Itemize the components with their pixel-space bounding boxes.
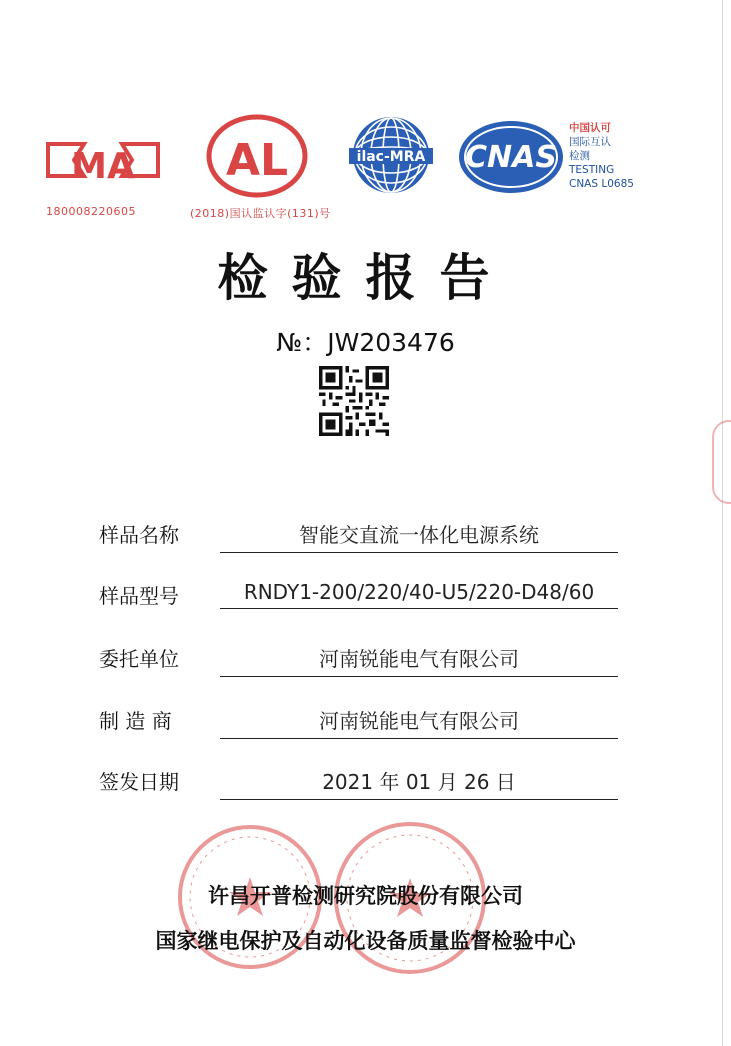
field-label-client: 委托单位 xyxy=(99,647,179,671)
cma-logo-text: MA xyxy=(71,146,135,187)
ilac-mra-logo xyxy=(343,115,439,195)
cnas-line-3: 检测 xyxy=(569,150,590,162)
cnas-line-2: 国际互认 xyxy=(569,136,611,148)
cnas-line-5: CNAS L0685 xyxy=(569,178,634,190)
field-label-issue-date: 签发日期 xyxy=(99,770,179,794)
field-label-sample-model: 样品型号 xyxy=(99,584,179,608)
organization-name-2: 国家继电保护及自动化设备质量监督检验中心 xyxy=(155,929,576,953)
cal-logo xyxy=(205,113,309,199)
cnas-logo xyxy=(455,117,567,197)
field-value-sample-model: RNDY1-200/220/40-U5/220-D48/60 xyxy=(220,580,618,609)
qr-code xyxy=(319,366,389,436)
report-title: 检验报告 xyxy=(217,248,514,307)
field-value-issue-date: 2021 年 01 月 26 日 xyxy=(220,766,618,800)
cal-code: (2018)国认监认字(131)号 xyxy=(190,207,331,220)
cnas-accreditation-info xyxy=(569,121,634,191)
field-value-sample-name: 智能交直流一体化电源系统 xyxy=(220,519,618,553)
cnas-logo-text: CNAS xyxy=(465,140,557,175)
field-value-client: 河南锐能电气有限公司 xyxy=(220,643,618,677)
field-value-manufacturer: 河南锐能电气有限公司 xyxy=(220,705,618,739)
cma-code: 180008220605 xyxy=(46,205,136,218)
cnas-line-4: TESTING xyxy=(569,164,615,176)
ilac-logo-text: ilac-MRA xyxy=(356,149,426,165)
cma-logo xyxy=(44,138,162,198)
field-label-manufacturer: 制 造 商 xyxy=(99,709,172,733)
organization-name-1: 许昌开普检测研究院股份有限公司 xyxy=(208,884,523,908)
edge-seal-fragment xyxy=(712,420,731,504)
cal-logo-text: AL xyxy=(225,135,289,186)
report-number: №：JW203476 xyxy=(276,328,455,357)
cnas-line-1: 中国认可 xyxy=(569,122,611,134)
field-label-sample-name: 样品名称 xyxy=(99,523,179,547)
